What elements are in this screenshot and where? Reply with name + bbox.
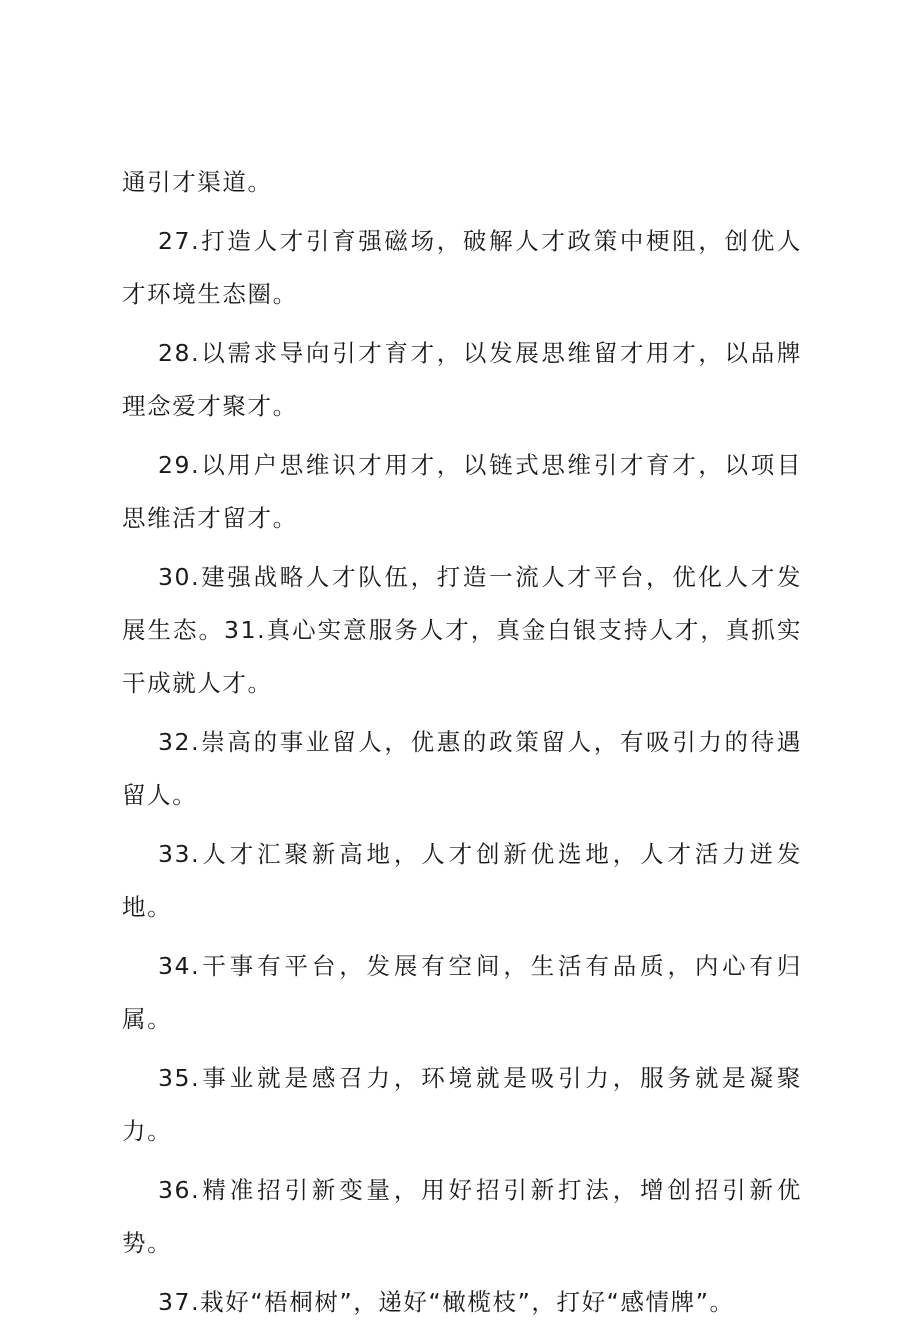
paragraph-35: 35.事业就是感召力，环境就是吸引力，服务就是凝聚力。 (122, 1064, 802, 1145)
paragraph-34: 34.干事有平台，发展有空间，生活有品质，内心有归属。 (122, 952, 802, 1033)
paragraph-33: 33.人才汇聚新高地，人才创新优选地，人才活力迸发地。 (122, 840, 802, 921)
paragraph-32: 32.崇高的事业留人，优惠的政策留人，有吸引力的待遇留人。 (122, 728, 802, 809)
paragraph-28: 28.以需求导向引才育才，以发展思维留才用才，以品牌理念爱才聚才。 (122, 339, 802, 420)
paragraph-27: 27.打造人才引育强磁场，破解人才政策中梗阻，创优人才环境生态圈。 (122, 227, 802, 308)
document-body (122, 156, 802, 1329)
paragraph-36: 36.精准招引新变量，用好招引新打法，增创招引新优势。 (122, 1176, 802, 1257)
paragraph-29: 29.以用户思维识才用才，以链式思维引才育才，以项目思维活才留才。 (122, 451, 802, 532)
paragraph-37: 37.栽好“梧桐树”，递好“橄榄枝”，打好“感情牌”。 (158, 1288, 735, 1316)
paragraph-continuation: 通引才渠道。 (122, 168, 273, 196)
paragraph-30-31: 30.建强战略人才队伍，打造一流人才平台，优化人才发展生态。31.真心实意服务人才，真金白银支持人才，真抓实干成就人才。 (122, 563, 802, 697)
